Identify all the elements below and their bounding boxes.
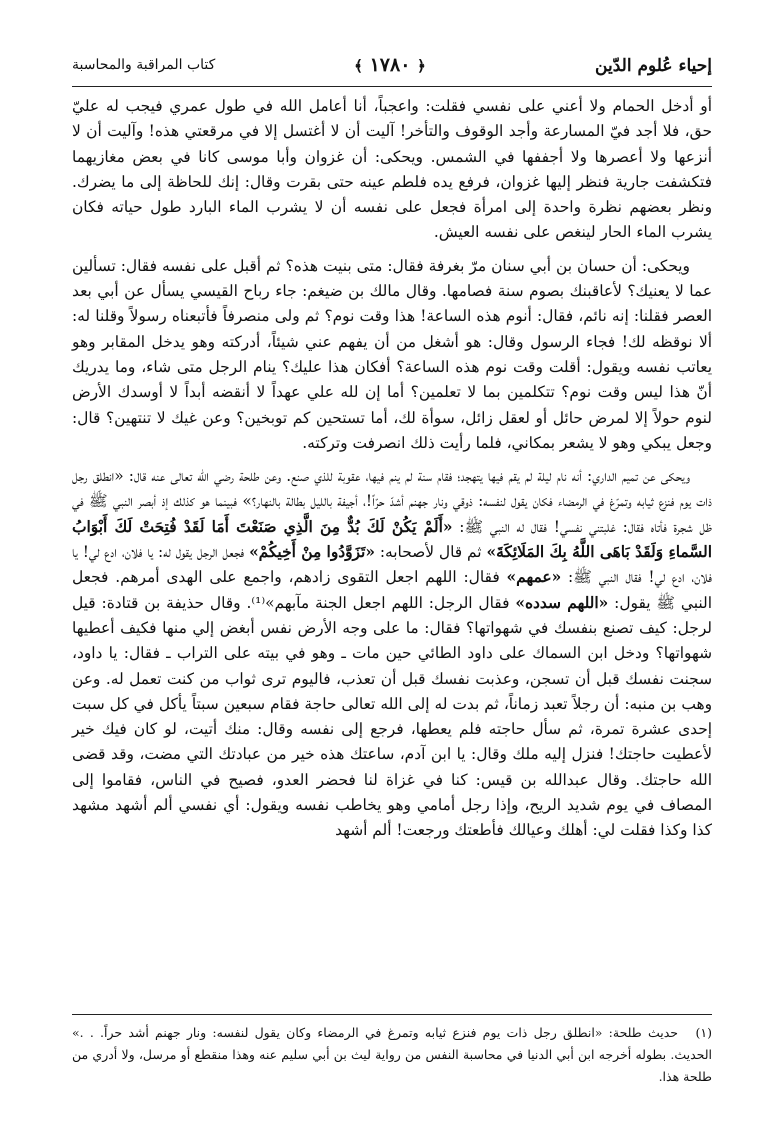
ornament-bracket-icon: ﴿ (417, 57, 426, 75)
text-segment: فجعل الرجل يقول له: يا فلان، ادع لي! يا فلان، ادع لي! فقال النبي ﷺ: (72, 543, 712, 587)
footnote-divider (72, 1014, 712, 1015)
paragraph (72, 464, 712, 843)
header-divider (72, 86, 712, 87)
page-header (72, 52, 712, 88)
hadith-quote: «عمهم» (506, 568, 562, 587)
footnote-text: حديث طلحة: «انطلق رجل ذات يوم فنزع ثيابه وتمرغ في الرمضاء وكان يقول لنفسه: ونار جهنم أشد حراً. . .» الحديث. بطوله أخرجه ابن أبي الدنيا في محاسبة النفس من رواية ليث بن أبي سليم عنه وهذا منقطع أو مرسل، ولا أدري من طلحة هذا. (72, 1025, 712, 1084)
paragraph (72, 254, 712, 456)
hadith-quote: «اللهم سدده» (515, 593, 609, 612)
text-segment: فقال الرجل: اللهم اجعل الجنة مآبهم» (265, 593, 516, 612)
text-segment: ويحكى: أن حسان بن أبي سنان مرّ بغرفة فقال: متى بنيت هذه؟ ثم أقبل على نفسه فقال: تسألين عما لا يعنيك؟ لأعاقبنك بصوم سنة فصامها. وقال مالك بن ضيغم: جاء رباح القيسي يسأل عن أبي بعد العصر فقلنا: إنه نائم، فقال: أنوم هذه الساعة! هذا وقت نوم؟ ثم ولى منصرفاً فأتبعناه رسولاً وقلنا له: ألا نوقظه لك! فجاء الرسول وقال: هو أشغل من أن يفهم عني شيئاً، أدركته وهو يدخل المقابر وهو يعاتب نفسه ويقول: أقلت وقت نوم هذه الساعة؟ أفكان هذا عليك؟ ينام الرجل متى شاء، وما يدريك أنّ هذا ليس وقت نوم؟ تتكلمين بما لا تعلمين؟ أما إن لله علي عهداً لا أنقضه أبداً لا أوسدك الأرض لنوم حولاً إلا لمرض حائل أو لعقل زائل، سوأة لك، أما تستحين كم توبخين؟ وعن غيك لا تنتهين؟ قال: وجعل يبكي وهو لا يشعر بمكاني، فلما رأيت ذلك انصرفت وتركته. (72, 256, 712, 452)
section-title: كتاب المراقبة والمحاسبة (72, 57, 216, 73)
main-text (72, 94, 712, 852)
text-segment: . وقال حذيفة بن قتادة: قيل لرجل: كيف تصنع بنفسك في شهواتها؟ فقال: ما على وجه الأرض نفس أبغض إلي منها فكيف أعطيها شهواتها؟ ودخل ابن السماك على داود الطائي حين مات ـ وهو في بيته على التراب ـ فقال: يا داود، سجنت نفسك قبل أن تسجن، وعذبت نفسك قبل أن تعذب، فاليوم ترى ثواب من كنت تعمل له. وعن وهب بن منبه: أن رجلاً تعبد زماناً، ثم بدت له إلى الله تعالى حاجة فقام سبعين سبتاً يأكل في كل سبت إحدى عشرة تمرة، ثم سأل حاجته فلم يعطها، فرجع إلى نفسه وقال: منك أتيت، لو كان فيك خير لأعطيت حاجتك! فنزل إليه ملك وقال: يا ابن آدم، ساعتك هذه خير من عبادتك التي مضت، وقد قضى الله حاجتك. وقال عبدالله بن قيس: كنا في غزاة لنا فحضر العدو، فصيح في الناس، فقاموا إلى المصاف في يوم شديد الريح، وإذا رجل أمامي وهو يخاطب نفسه ويقول: أي نفسي ألم أشهد مشهد كذا وكذا فقلت لي: أهلك وعيالك فأطعتك ورجعت! ألم أشهد (72, 593, 712, 840)
book-title: إحياء عُلوم الدّين (595, 56, 712, 76)
page-number-box (330, 54, 450, 76)
paragraph (72, 94, 712, 246)
text-segment: فقال: اللهم اجعل التقوى زادهم، واجمع على الهدى أمرهم. فجعل النبي ﷺ يقول: (72, 568, 712, 612)
hadith-quote: «أَلَمْ يَكُنْ لَكَ بُدٌّ مِنَ الَّذِي صَنَعْتَ أَمَا لَقَدْ فُتِحَتْ لَكَ أَبْوَابُ السَّماءِ وَلَقَدْ بَاهَى اللَّهُ بِكَ المَلَائِكَةَ» (72, 517, 712, 562)
text-segment: أو أدخل الحمام ولا أعني على نفسي فقلت: واعجباً، أنا أعامل الله في طول عمري فيجب له عليّ حق، فلا أجد فيّ المسارعة وأجد الوقوف والتأخر! آليت أن لا أغتسل إلا في مرقعتي هذه! وآليت أن لا أنزعها ولا أعصرها ولا أجففها في الشمس. ويحكى: أن غزوان وأبا موسى كانا في بعض مغازيهما فتكشفت جارية فنظر إليها غزوان، فرفع يده فلطم عينه حتى بقرت وقال: إنك للحاظة إلى ما يضرك. ونظر بعضهم نظرة واحدة إلى امرأة فجعل على نفسه أن لا يشرب الماء البارد طول حياته فكان يشرب الماء الحار لينغص على نفسه العيش. (72, 97, 712, 242)
footnote-reference: ⁽¹⁾ (251, 593, 266, 612)
hadith-quote: «تَزَوَّدُوا مِنْ أَخِيكُمْ» (249, 543, 375, 562)
footnote-number: (١) (695, 1025, 712, 1040)
footnote (72, 1022, 712, 1088)
page-number: ١٧٨٠ (369, 54, 411, 76)
text-segment: ثم قال لأصحابه: (374, 543, 487, 562)
ornament-bracket-icon: ﴾ (354, 57, 363, 75)
text-segment: ويحكى عن تميم الداري: أنه نام ليلة لم يقم فيها يتهجد؛ فقام سنة لم ينم فيها، عقوبة للذي صنع. وعن طلحة رضي الله تعالى عنه قال: «انطلق رجل ذات يوم فنزع ثيابه وتمرّغ في الرمضاء فكان يقول لنفسه: ذوقي ونار جهنم أشدّ حرّاً!، أجيفة بالليل بطالة بالنهار؟» فبينما هو كذلك إذ أبصر النبي ﷺ في ظل شجرة فأتاه فقال: غلبتني نفسي! فقال له النبي ﷺ: (72, 467, 712, 536)
